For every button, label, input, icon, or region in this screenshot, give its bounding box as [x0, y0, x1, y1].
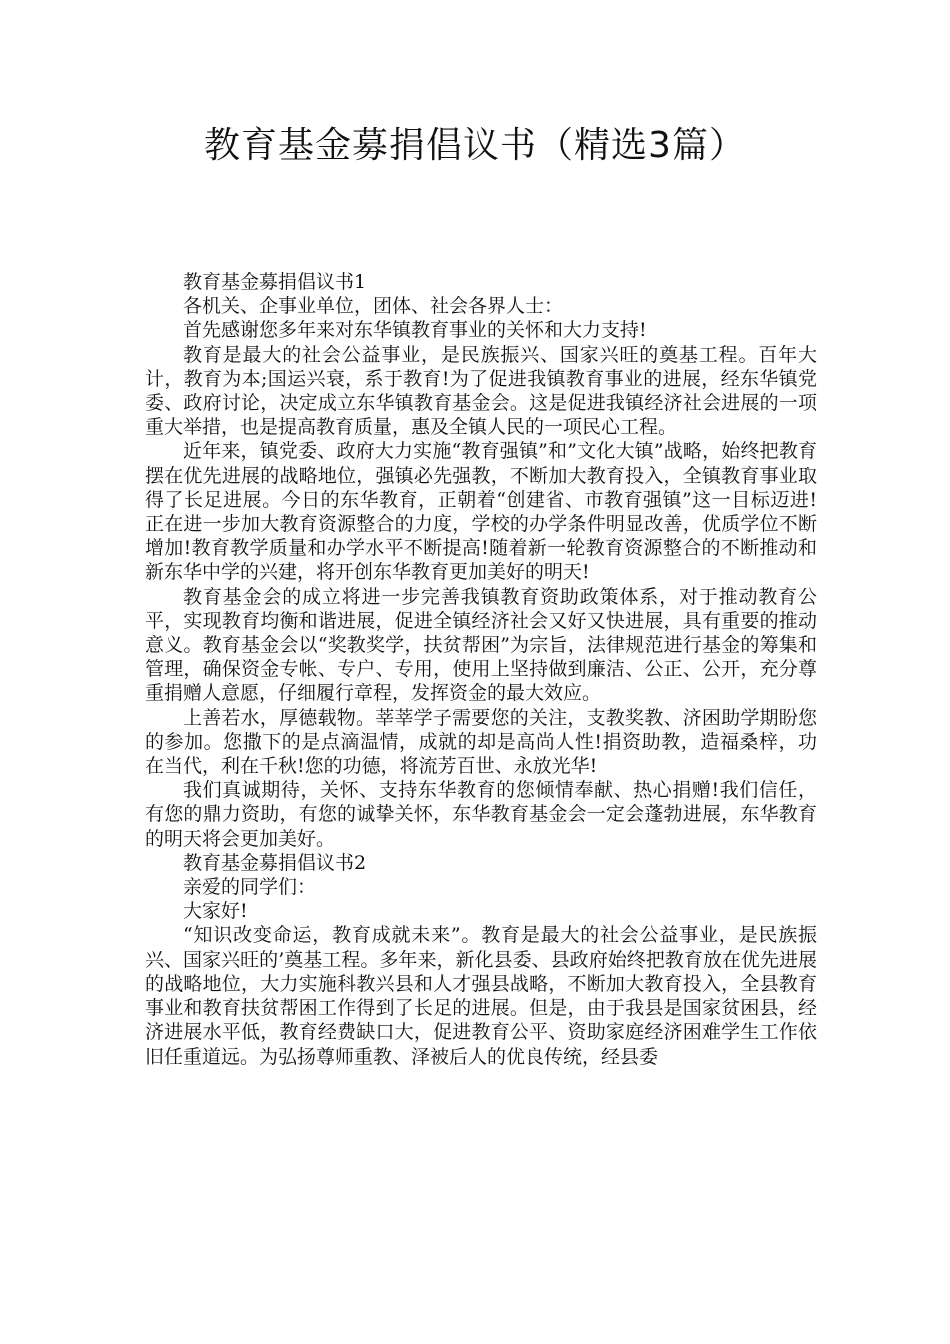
- document-body: [145, 270, 817, 1069]
- paragraph: 教育基金会的成立将进一步完善我镇教育资助政策体系，对于推动教育公平，实现教育均衡和谐进展，促进全镇经济社会又好又快进展，具有重要的推动意义。教育基金会以“奖教奖学，扶贫帮困”为宗旨，法律规范进行基金的筹集和管理，确保资金专帐、专户、专用，使用上坚持做到廉洁、公正、公开，充分尊重捐赠人意愿，仔细履行章程，发挥资金的最大效应。: [145, 585, 817, 705]
- section-heading-1: 教育基金募捐倡议书1: [183, 271, 367, 293]
- document-title: 教育基金募捐倡议书（精选3篇）: [204, 125, 746, 166]
- paragraph: 我们真诚期待，关怀、支持东华教育的您倾情奉献、热心捐赠!我们信任，有您的鼎力资助，有您的诚挚关怀，东华教育基金会一定会蓬勃进展，东华教育的明天将会更加美好。: [145, 779, 817, 850]
- paragraph: 教育是最大的社会公益事业，是民族振兴、国家兴旺的奠基工程。百年大计，教育为本;国运兴衰，系于教育!为了促进我镇教育事业的进展，经东华镇党委、政府讨论，决定成立东华镇教育基金会。这是促进我镇经济社会进展的一项重大举措，也是提高教育质量，惠及全镇人民的一项民心工程。: [145, 343, 817, 439]
- section-heading-2: 教育基金募捐倡议书2: [183, 851, 367, 874]
- paragraph: 首先感谢您多年来对东华镇教育事业的关怀和大力支持!: [183, 319, 647, 342]
- salutation: 亲爱的同学们：: [183, 876, 317, 899]
- paragraph: 近年来，镇党委、政府大力实施“教育强镇”和”文化大镇”战略，始终把教育摆在优先进展的战略地位，强镇必先强教，不断加大教育投入，全镇教育事业取得了长足进展。今日的东华教育，正朝着“创建省、市教育强镇”这一目标迈进!正在进一步加大教育资源整合的力度，学校的办学条件明显改善，优质学位不断增加!教育教学质量和办学水平不断提高!随着新一轮教育资源整合的不断推动和新东华中学的兴建，将开创东华教育更加美好的明天!: [145, 440, 817, 584]
- paragraph: 上善若水，厚德载物。莘莘学子需要您的关注，支教奖教、济困助学期盼您的参加。您撒下的是点滴温情，成就的却是高尚人性!捐资助教，造福桑梓，功在当代，利在千秋!您的功德，将流芳百世、永放光华!: [145, 706, 817, 778]
- paragraph: “知识改变命运，教育成就未来”。教育是最大的社会公益事业，是民族振兴、国家兴旺的’奠基工程。多年来，新化县委、县政府始终把教育放在优先进展的战略地位，大力实施科教兴县和人才强县战略，不断加大教育投入，全县教育事业和教育扶贫帮困工作得到了长足的进展。但是，由于我县是国家贫困县，经济进展水平低，教育经费缺口大，促进教育公平、资助家庭经济困难学生工作依旧任重道远。为弘扬尊师重教、泽被后人的优良传统，经县委: [145, 924, 817, 1068]
- greeting: 大家好!: [183, 900, 248, 923]
- salutation: 各机关、企事业单位，团体、社会各界人士：: [183, 295, 564, 318]
